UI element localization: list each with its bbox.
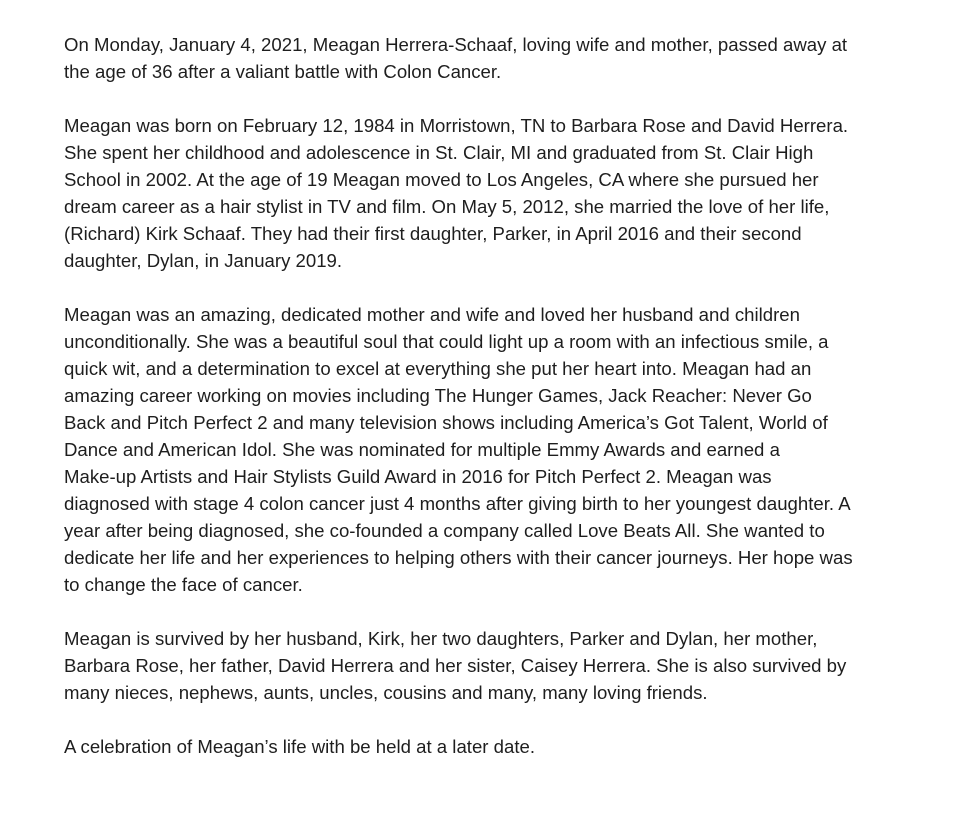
text-line: (Richard) Kirk Schaaf. They had their first daughter, Parker, in April 2016 and their second [64, 223, 802, 244]
text-line: She spent her childhood and adolescence in St. Clair, MI and graduated from St. Clair High [64, 142, 814, 163]
paragraph-survivors [64, 625, 944, 706]
text-line: the age of 36 after a valiant battle with Colon Cancer. [64, 61, 502, 82]
text-line: Make-up Artists and Hair Stylists Guild Award in 2016 for Pitch Perfect 2. Meagan was [64, 466, 772, 487]
text-line: School in 2002. At the age of 19 Meagan moved to Los Angeles, CA where she pursued her [64, 169, 819, 190]
paragraph-career-and-illness [64, 301, 944, 598]
text-line: On Monday, January 4, 2021, Meagan Herrera-Schaaf, loving wife and mother, passed away at [64, 34, 848, 55]
obituary-document [64, 31, 944, 787]
text-line: A celebration of Meagan’s life with be held at a later date. [64, 736, 535, 757]
text-line: dedicate her life and her experiences to helping others with their cancer journeys. Her hope was [64, 547, 853, 568]
text-line: Meagan was an amazing, dedicated mother and wife and loved her husband and children [64, 304, 800, 325]
text-line: Meagan was born on February 12, 1984 in Morristown, TN to Barbara Rose and David Herrera. [64, 115, 849, 136]
text-line: to change the face of cancer. [64, 574, 303, 595]
text-line: Meagan is survived by her husband, Kirk, her two daughters, Parker and Dylan, her mother, [64, 628, 818, 649]
text-line: quick wit, and a determination to excel at everything she put her heart into. Meagan had an [64, 358, 812, 379]
text-line: many nieces, nephews, aunts, uncles, cousins and many, many loving friends. [64, 682, 708, 703]
paragraph-biography [64, 112, 944, 274]
text-line: unconditionally. She was a beautiful soul that could light up a room with an infectious smile, a [64, 331, 829, 352]
text-line: Barbara Rose, her father, David Herrera and her sister, Caisey Herrera. She is also survived by [64, 655, 847, 676]
paragraph-death-announcement [64, 31, 944, 85]
text-line: daughter, Dylan, in January 2019. [64, 250, 343, 271]
text-line: amazing career working on movies including The Hunger Games, Jack Reacher: Never Go [64, 385, 812, 406]
text-line: dream career as a hair stylist in TV and film. On May 5, 2012, she married the love of her life, [64, 196, 830, 217]
paragraph-celebration [64, 733, 944, 760]
text-line: diagnosed with stage 4 colon cancer just 4 months after giving birth to her youngest daughter. A [64, 493, 851, 514]
text-line: Dance and American Idol. She was nominated for multiple Emmy Awards and earned a [64, 439, 780, 460]
text-line: Back and Pitch Perfect 2 and many television shows including America’s Got Talent, World of [64, 412, 828, 433]
text-line: year after being diagnosed, she co-founded a company called Love Beats All. She wanted to [64, 520, 825, 541]
